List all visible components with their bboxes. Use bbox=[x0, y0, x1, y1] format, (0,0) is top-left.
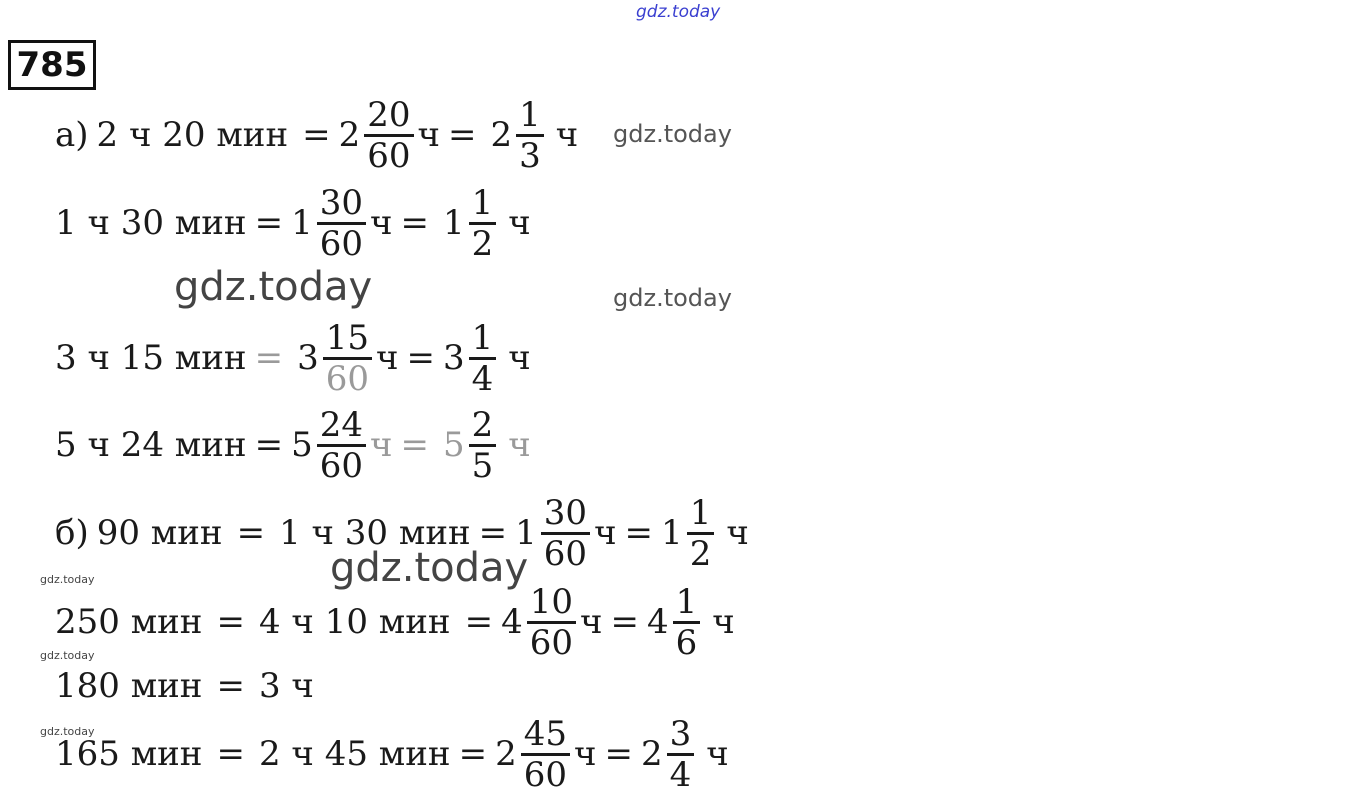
denominator: 6 bbox=[675, 622, 698, 663]
numerator: 30 bbox=[319, 182, 363, 223]
equals-sign: = bbox=[400, 425, 429, 465]
denominator: 60 bbox=[325, 358, 369, 399]
equation-line bbox=[55, 706, 729, 802]
equals-sign: = bbox=[254, 338, 284, 378]
watermark: gdz.today bbox=[330, 545, 529, 591]
equals-sign: = bbox=[406, 338, 435, 378]
equation-middle: 4 ч 10 мин bbox=[258, 602, 451, 642]
denominator: 60 bbox=[367, 135, 411, 176]
equals-sign: = bbox=[604, 734, 633, 774]
equation-middle: 3 ч bbox=[258, 666, 314, 706]
equals-sign: = bbox=[624, 513, 654, 553]
denominator: 60 bbox=[543, 533, 588, 574]
unit: ч bbox=[369, 203, 393, 243]
whole-part: 5 bbox=[291, 425, 313, 465]
fraction bbox=[469, 182, 497, 264]
watermark: gdz.today bbox=[40, 649, 95, 662]
whole-part: 1 bbox=[515, 513, 537, 553]
fraction bbox=[364, 94, 413, 176]
whole-part: 1 bbox=[291, 203, 313, 243]
unit: ч bbox=[594, 513, 617, 553]
equals-sign: = bbox=[254, 203, 284, 243]
equation-line bbox=[55, 87, 578, 183]
equation-left: 2 ч 20 мин bbox=[96, 115, 289, 155]
equals-sign: = bbox=[216, 602, 245, 642]
fraction bbox=[673, 581, 701, 663]
fraction bbox=[527, 581, 576, 663]
fraction bbox=[667, 713, 695, 795]
fraction bbox=[687, 492, 715, 574]
numerator: 2 bbox=[471, 404, 494, 445]
whole-part: 1 bbox=[442, 203, 465, 243]
numerator: 1 bbox=[471, 182, 494, 223]
whole-part: 2 bbox=[640, 734, 663, 774]
numerator: 3 bbox=[669, 713, 692, 754]
task-number: 785 bbox=[8, 40, 96, 90]
equation-left: 165 мин bbox=[55, 734, 203, 774]
denominator: 3 bbox=[519, 135, 541, 176]
denominator: 4 bbox=[669, 754, 692, 795]
watermark: gdz.today bbox=[40, 573, 95, 586]
equation-line bbox=[55, 485, 749, 581]
unit: ч bbox=[579, 602, 603, 642]
numerator: 24 bbox=[319, 404, 363, 445]
unit: ч bbox=[369, 425, 393, 465]
watermark: gdz.today bbox=[613, 120, 732, 148]
equation-line bbox=[55, 175, 531, 271]
numerator: 20 bbox=[367, 94, 411, 135]
fraction bbox=[323, 317, 372, 399]
whole-part: 4 bbox=[501, 602, 523, 642]
equation-middle: 2 ч 45 мин bbox=[258, 734, 451, 774]
equals-sign: = bbox=[216, 666, 245, 706]
unit: ч bbox=[508, 338, 531, 378]
fraction bbox=[541, 492, 590, 574]
equals-sign: = bbox=[610, 602, 639, 642]
equals-sign: = bbox=[254, 425, 284, 465]
whole-part: 3 bbox=[297, 338, 319, 378]
equals-sign: = bbox=[458, 734, 488, 774]
unit: ч bbox=[555, 115, 579, 155]
unit: ч bbox=[508, 203, 531, 243]
numerator: 15 bbox=[325, 317, 369, 358]
fraction bbox=[317, 404, 366, 486]
unit: ч bbox=[573, 734, 597, 774]
denominator: 60 bbox=[523, 754, 567, 795]
denominator: 2 bbox=[689, 533, 712, 574]
unit: ч bbox=[706, 734, 729, 774]
unit: ч bbox=[375, 338, 399, 378]
unit: ч bbox=[726, 513, 749, 553]
part-label: б) bbox=[55, 513, 89, 553]
numerator: 1 bbox=[675, 581, 698, 622]
equals-sign: = bbox=[464, 602, 494, 642]
equation-left: 1 ч 30 мин bbox=[55, 203, 247, 243]
numerator: 10 bbox=[529, 581, 573, 622]
equation-left: 5 ч 24 мин bbox=[55, 425, 247, 465]
numerator: 30 bbox=[543, 492, 588, 533]
unit: ч bbox=[712, 602, 735, 642]
unit: ч bbox=[508, 425, 531, 465]
equation-left: 90 мин bbox=[96, 513, 223, 553]
numerator: 1 bbox=[689, 492, 712, 533]
denominator: 60 bbox=[319, 223, 363, 264]
watermark: gdz.today bbox=[40, 725, 95, 738]
denominator: 60 bbox=[319, 445, 363, 486]
equation-left: 3 ч 15 мин bbox=[55, 338, 247, 378]
equals-sign: = bbox=[478, 513, 508, 553]
fraction bbox=[521, 713, 570, 795]
equals-sign: = bbox=[448, 115, 477, 155]
equals-sign: = bbox=[302, 115, 331, 155]
watermark: gdz.today bbox=[174, 264, 373, 310]
equation-line bbox=[55, 397, 531, 493]
denominator: 5 bbox=[471, 445, 494, 486]
equation-line bbox=[55, 574, 735, 670]
equation-left: 180 мин bbox=[55, 666, 203, 706]
whole-part: 5 bbox=[442, 425, 465, 465]
equals-sign: = bbox=[400, 203, 429, 243]
denominator: 2 bbox=[471, 223, 494, 264]
whole-part: 1 bbox=[661, 513, 683, 553]
equals-sign: = bbox=[216, 734, 245, 774]
watermark-top: gdz.today bbox=[636, 2, 721, 22]
unit: ч bbox=[417, 115, 441, 155]
fraction bbox=[516, 94, 544, 176]
whole-part: 4 bbox=[646, 602, 669, 642]
equation-middle: 1 ч 30 мин bbox=[279, 513, 471, 553]
fraction bbox=[469, 404, 497, 486]
whole-part: 2 bbox=[338, 115, 361, 155]
whole-part: 2 bbox=[495, 734, 517, 774]
whole-part: 2 bbox=[490, 115, 513, 155]
numerator: 1 bbox=[519, 94, 541, 135]
part-label: а) bbox=[55, 115, 89, 155]
fraction bbox=[317, 182, 366, 264]
denominator: 60 bbox=[529, 622, 573, 663]
denominator: 4 bbox=[471, 358, 494, 399]
numerator: 45 bbox=[523, 713, 567, 754]
fraction bbox=[469, 317, 497, 399]
watermark: gdz.today bbox=[613, 284, 732, 312]
equation-line bbox=[55, 310, 531, 406]
whole-part: 3 bbox=[442, 338, 465, 378]
numerator: 1 bbox=[471, 317, 494, 358]
equals-sign: = bbox=[236, 513, 266, 553]
equation-left: 250 мин bbox=[55, 602, 203, 642]
